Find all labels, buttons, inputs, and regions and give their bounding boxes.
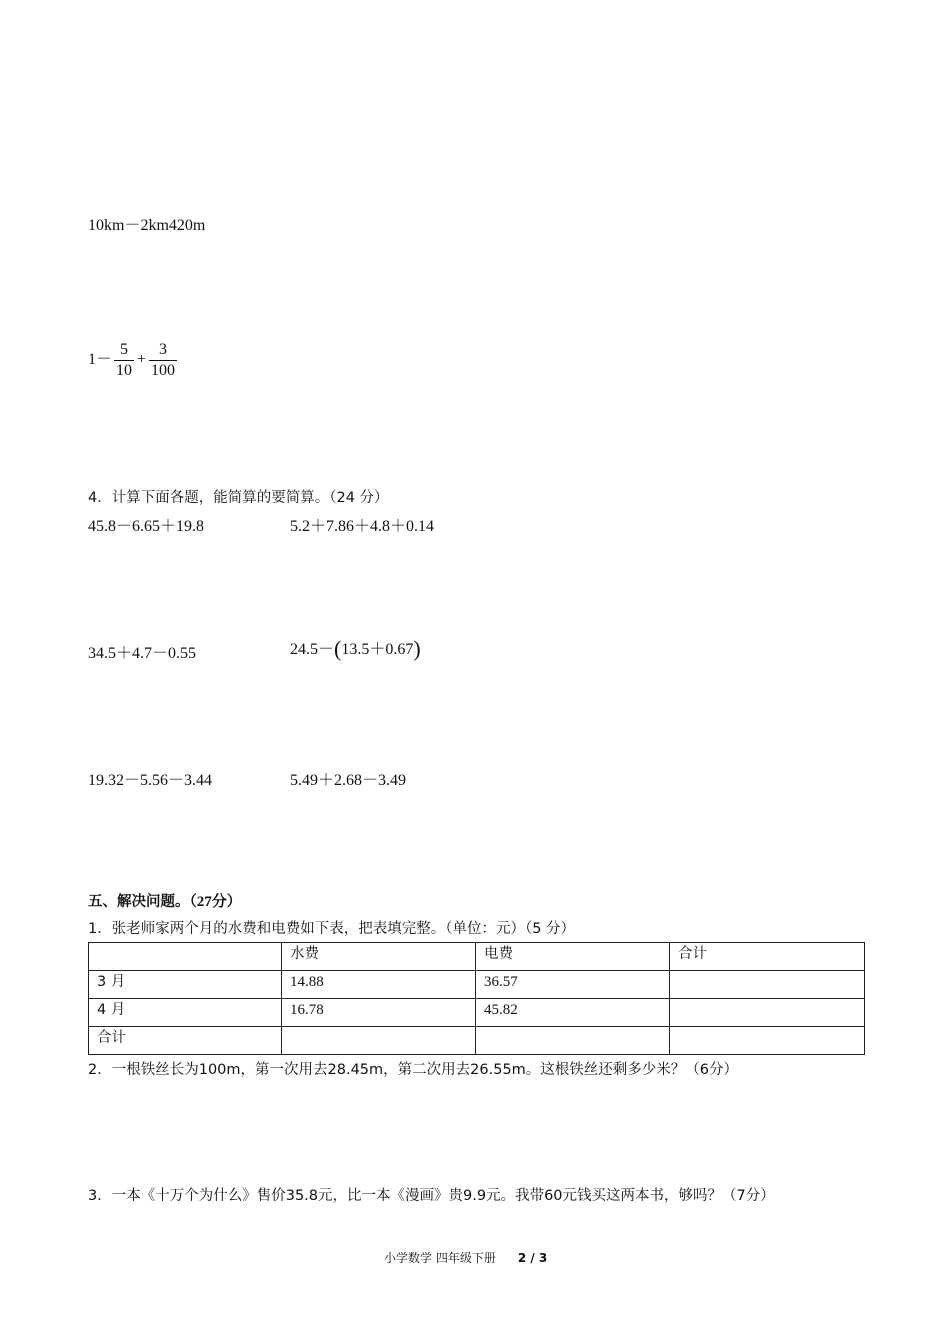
fee-table: [88, 942, 865, 1055]
fraction-lead: 1－: [88, 351, 113, 369]
footer-page-number: 2 / 3: [517, 1251, 548, 1265]
table-header-cell-water: 水费: [282, 943, 476, 971]
table-cell-blank[interactable]: [670, 1027, 865, 1055]
table-header-cell-electricity: 电费: [476, 943, 670, 971]
table-row: [89, 971, 865, 999]
table-cell-blank[interactable]: [476, 1027, 670, 1055]
table-row: [89, 999, 865, 1027]
table-header-cell-total: 合计: [670, 943, 865, 971]
footer-subject: 小学数学 四年级下册: [384, 1251, 496, 1265]
calc-item-1: 45.8－6.65＋19.8: [88, 518, 205, 535]
table-cell: 45.82: [476, 999, 670, 1027]
table-cell: 14.88: [282, 971, 476, 999]
page-footer: [384, 1249, 547, 1266]
fraction-three-hundredths: [149, 340, 177, 381]
calc-item-4: [290, 636, 421, 662]
calc-item-4-inner: 13.5＋0.67: [341, 641, 414, 658]
close-paren: ): [413, 636, 421, 661]
open-paren: (: [334, 636, 342, 661]
table-cell: 36.57: [476, 971, 670, 999]
calc-item-2: 5.2＋7.86＋4.8＋0.14: [290, 518, 435, 535]
fraction-five-tenths: [114, 340, 134, 381]
section-5-score: 27分: [196, 894, 227, 910]
table-header-row: [89, 943, 865, 971]
fraction-denominator: 100: [151, 362, 176, 379]
section-4-heading: 4．计算下面各题，能简算的要简算。（24 分）: [88, 490, 389, 506]
calc-item-3: 34.5＋4.7－0.55: [88, 645, 197, 662]
fraction-denominator: 10: [116, 362, 133, 379]
table-cell-blank[interactable]: [282, 1027, 476, 1055]
fraction-numerator: 5: [120, 341, 129, 358]
fraction-numerator: 3: [159, 341, 168, 358]
table-cell-blank[interactable]: [670, 999, 865, 1027]
table-cell-blank[interactable]: [670, 971, 865, 999]
section-5-heading: [88, 890, 241, 911]
table-header-cell: [89, 943, 282, 971]
section-5-heading-close: ）: [226, 894, 242, 910]
calc-item-5: 19.32－5.56－3.44: [88, 772, 213, 789]
question-2: 2．一根铁丝长为100m，第一次用去28.45m，第二次用去26.55m。这根铁丝还剩多少米？（6分）: [88, 1062, 739, 1078]
question-3: 3．一本《十万个为什么》售价35.8元，比一本《漫画》贵9.9元。我带60元钱买这两本书，够吗？（7分）: [88, 1188, 775, 1204]
expression-fraction: [88, 340, 179, 381]
section-5-heading-text: 五、解决问题。（: [88, 894, 197, 910]
table-row-label: 4 月: [89, 999, 282, 1027]
question-1: 1．张老师家两个月的水费和电费如下表，把表填完整。（单位：元）（5 分）: [88, 921, 576, 937]
calc-item-6: 5.49＋2.68－3.49: [290, 772, 407, 789]
expression-length-subtraction: 10km－2km420m: [88, 217, 206, 234]
table-row-label: 3 月: [89, 971, 282, 999]
table-row: [89, 1027, 865, 1055]
plus-operator: +: [137, 351, 147, 369]
table-cell: 16.78: [282, 999, 476, 1027]
table-row-label: 合计: [89, 1027, 282, 1055]
calc-item-4-lead: 24.5－: [290, 641, 335, 658]
